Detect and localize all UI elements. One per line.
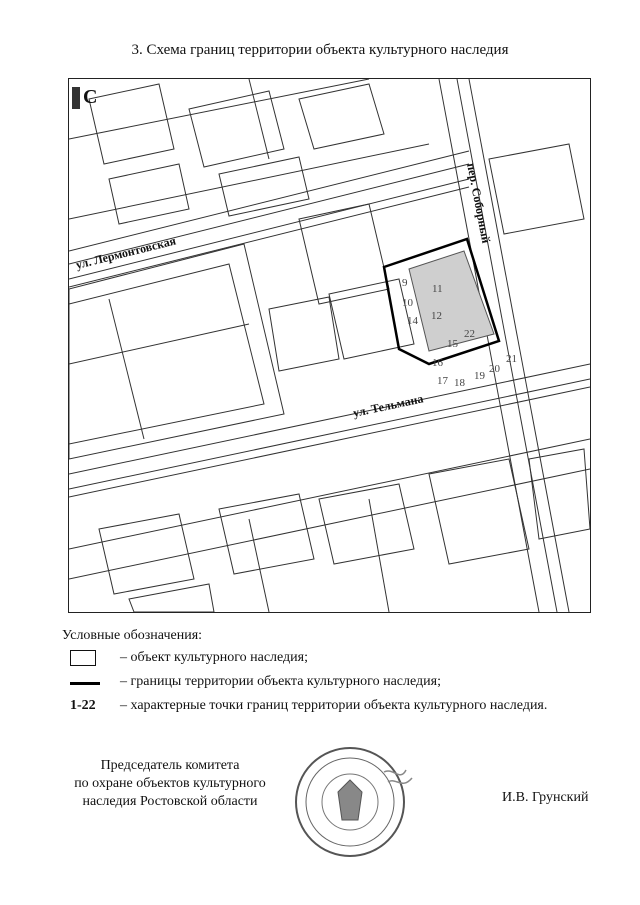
map-linework [69, 79, 590, 612]
legend-boundary-line-icon [70, 682, 100, 685]
signatory-position [60, 757, 280, 811]
street-label-telmana: ул. Тельмана [351, 391, 425, 420]
point-label: 18 [454, 377, 465, 389]
point-label: 12 [431, 310, 442, 322]
legend-item-text: – объект культурного наследия; [120, 650, 308, 665]
point-label: 11 [432, 283, 443, 295]
point-label: 20 [489, 363, 500, 375]
signatory-name: И.В. Грунский [502, 790, 589, 805]
street-label-lermontovskaya: ул. Лермонтовская [74, 233, 178, 272]
legend-item-text: – характерные точки границ территории объекта культурного наследия. [120, 698, 548, 713]
position-line: по охране объектов культурного [74, 776, 266, 791]
point-label: 22 [464, 328, 475, 340]
legend-object-symbol-icon [70, 650, 96, 666]
point-label: 16 [432, 357, 443, 369]
point-label: 21 [506, 353, 517, 365]
legend-points-symbol: 1-22 [70, 698, 96, 713]
point-label: 10 [402, 297, 413, 309]
legend-title: Условные обозначения: [62, 628, 203, 643]
page-title: 3. Схема границ территории объекта культурного наследия [131, 42, 509, 58]
point-label: 19 [474, 370, 485, 382]
point-label: 9 [402, 277, 408, 289]
north-compass-icon: С [83, 86, 98, 108]
position-line: Председатель комитета [100, 758, 240, 773]
official-seal-icon [288, 742, 416, 860]
point-label: 14 [407, 315, 418, 327]
cadastral-map [68, 78, 591, 613]
heritage-object-shape [409, 251, 494, 351]
street-label-sobornyi: пер. Соборный [464, 161, 494, 245]
point-label: 15 [447, 338, 458, 350]
point-label: 17 [437, 375, 448, 387]
position-line: наследия Ростовской области [82, 794, 258, 809]
north-arrow-icon [72, 87, 80, 109]
map-drawing [69, 79, 590, 612]
legend-item-text: – границы территории объекта культурного наследия; [120, 674, 441, 689]
